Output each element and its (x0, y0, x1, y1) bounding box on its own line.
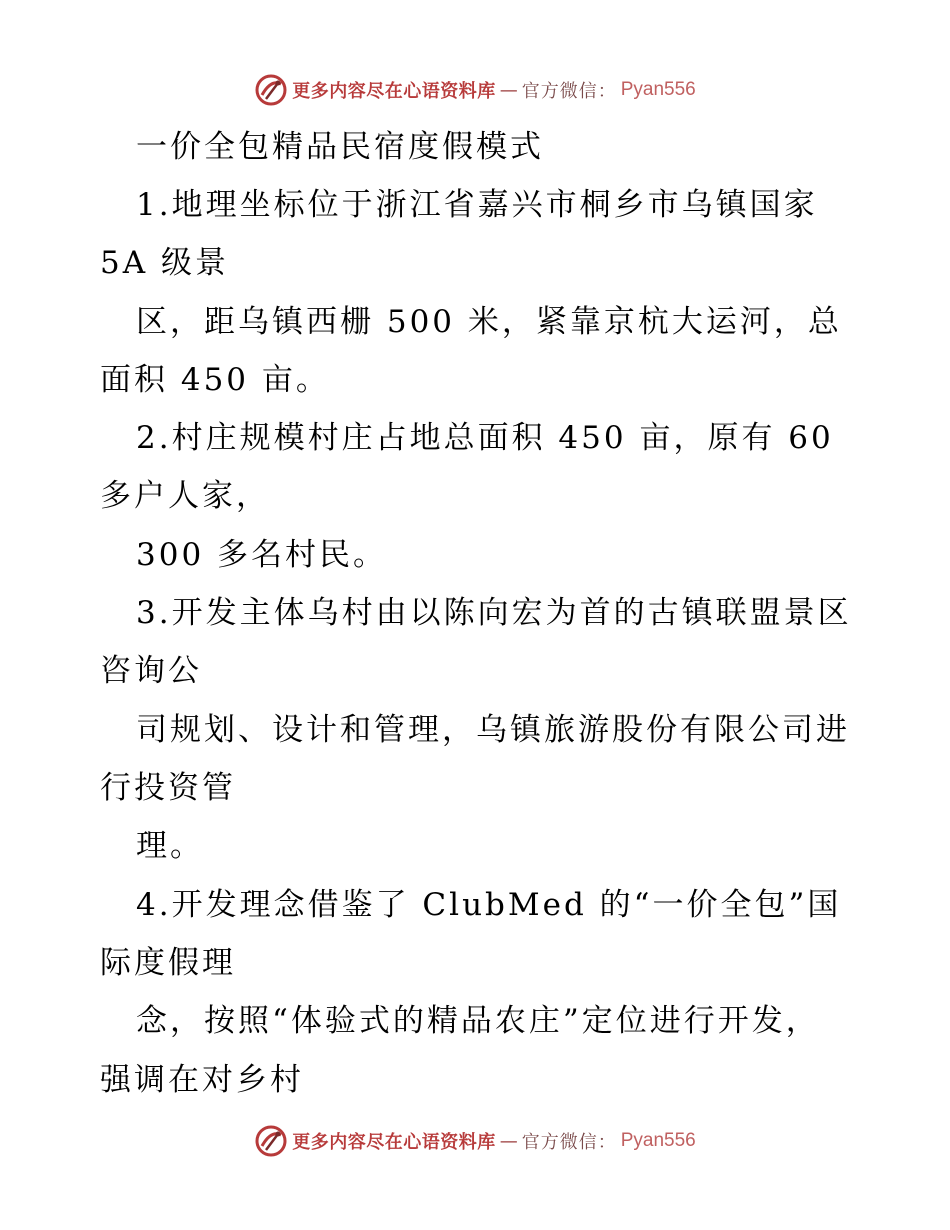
doc-line: 300 多名村民。 (136, 537, 388, 573)
footer-brand-text: 更多内容尽在心语资料库 (292, 1132, 496, 1153)
doc-line-title: 一价全包精品民宿度假模式 (136, 129, 544, 165)
header-separator: — (499, 79, 518, 101)
doc-line: 2.村庄规模村庄占地总面积 450 亩，原有 60 (136, 420, 834, 456)
doc-line: 3.开发主体乌村由以陈向宏为首的古镇联盟景区 (136, 595, 852, 631)
doc-line: 理。 (136, 828, 204, 864)
doc-line: 司规划、设计和管理，乌镇旅游股份有限公司进 (136, 712, 850, 748)
doc-line: 咨询公 (100, 653, 202, 689)
header-official-label: 官方微信： (521, 81, 617, 102)
header-banner (0, 70, 950, 110)
footer-separator: — (499, 1130, 518, 1152)
doc-line: 4.开发理念借鉴了 ClubMed 的“一价全包”国 (136, 887, 842, 923)
footer-wechat-id: Pyan556 (620, 1130, 696, 1151)
doc-line: 多户人家， (100, 478, 270, 514)
brand-logo-icon (254, 73, 288, 107)
header-brand-text: 更多内容尽在心语资料库 (292, 81, 496, 102)
doc-line: 际度假理 (100, 945, 236, 981)
brand-logo-icon (254, 1124, 288, 1158)
doc-line: 行投资管 (100, 770, 236, 806)
doc-line: 区，距乌镇西栅 500 米，紧靠京杭大运河，总 (136, 304, 842, 340)
doc-line: 5A 级景 (100, 245, 229, 281)
footer-banner (0, 1121, 950, 1161)
footer-official-label: 官方微信： (521, 1132, 617, 1153)
doc-line: 念，按照“体验式的精品农庄”定位进行开发， (136, 1003, 820, 1039)
doc-line: 面积 450 亩。 (100, 362, 330, 398)
footer-banner-inner (254, 1124, 696, 1158)
doc-line: 1.地理坐标位于浙江省嘉兴市桐乡市乌镇国家 (136, 187, 818, 223)
doc-line: 强调在对乡村 (100, 1062, 304, 1098)
header-banner-inner (254, 73, 696, 107)
header-wechat-id: Pyan556 (620, 79, 696, 100)
